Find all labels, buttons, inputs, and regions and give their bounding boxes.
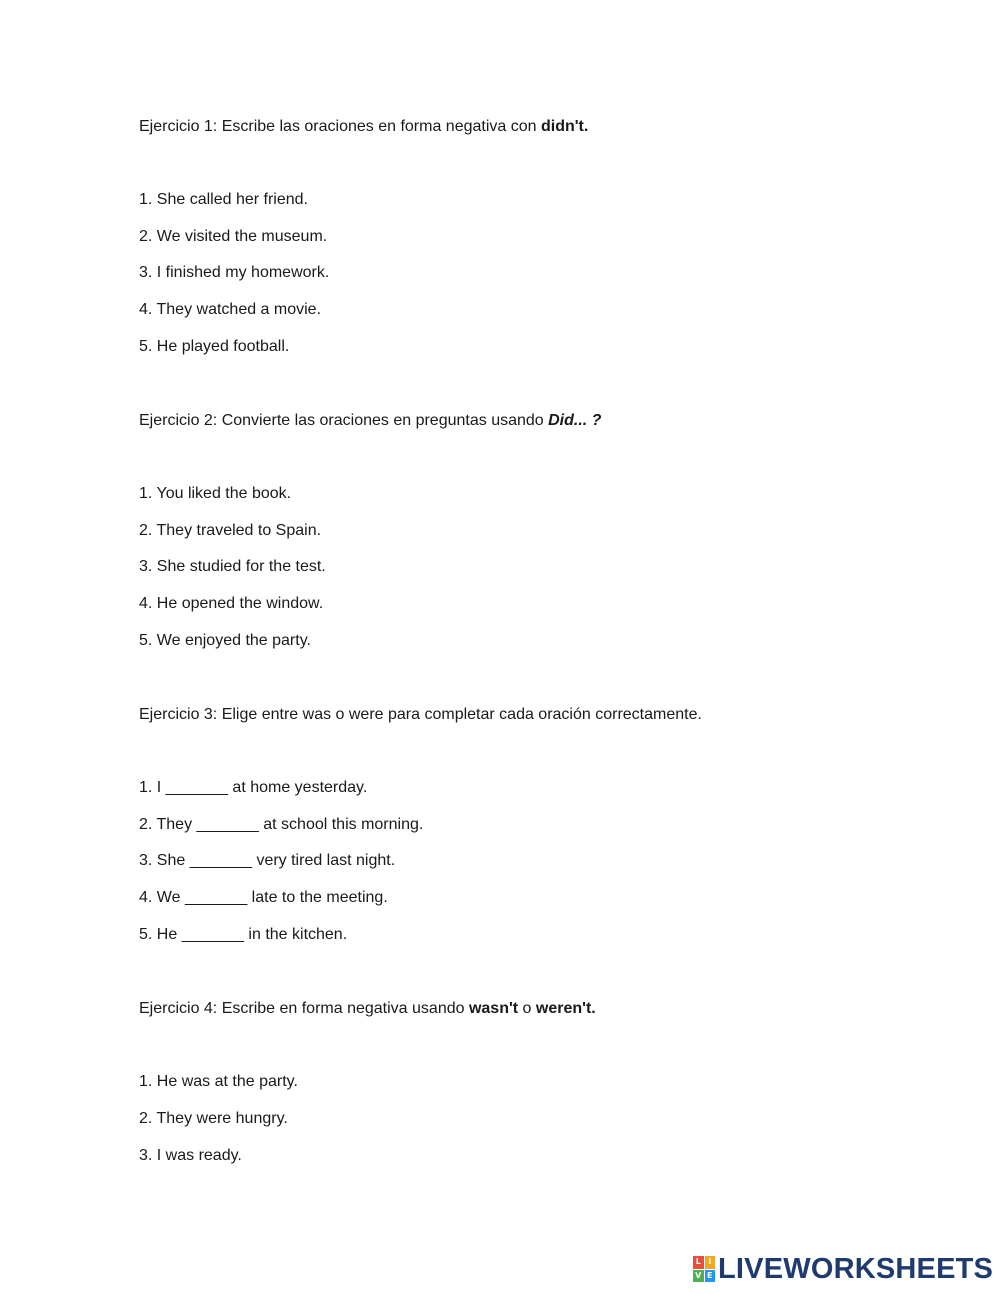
exercise-1-title — [139, 117, 588, 137]
exercise-3-item: 1. I _______ at home yesterday. — [139, 779, 368, 796]
exercise-2-title-bold-italic: Did... ? — [548, 412, 602, 429]
exercise-2-item: 5. We enjoyed the party. — [139, 632, 311, 649]
exercise-4-item: 2. They were hungry. — [139, 1110, 288, 1127]
exercise-3-item: 5. He _______ in the kitchen. — [139, 926, 348, 943]
logo-badge-letter: I — [705, 1256, 716, 1269]
exercise-3-item: 3. She _______ very tired last night. — [139, 852, 396, 869]
exercise-4-title-bold-2: weren't. — [535, 1000, 596, 1017]
logo-badge-letter: E — [705, 1270, 716, 1283]
exercise-3-item: 2. They _______ at school this morning. — [139, 816, 424, 833]
exercise-2-title-text: Ejercicio 2: Convierte las oraciones en preguntas usando — [139, 412, 549, 429]
exercise-1-item: 3. I finished my homework. — [139, 264, 330, 281]
exercise-3-item: 4. We _______ late to the meeting. — [139, 889, 388, 906]
liveworksheets-logo — [693, 1254, 993, 1284]
exercise-2-item: 3. She studied for the test. — [139, 558, 326, 575]
live-badge-icon — [693, 1256, 715, 1282]
exercise-1-item: 2. We visited the museum. — [139, 228, 328, 245]
exercise-4-title-text: Ejercicio 4: Escribe en forma negativa usando — [139, 1000, 469, 1017]
exercise-4-title-middle: o — [518, 1000, 536, 1017]
logo-badge-letter: L — [693, 1256, 704, 1269]
exercise-2-item: 1. You liked the book. — [139, 485, 292, 502]
logo-badge-letter: V — [693, 1270, 704, 1283]
exercise-2-item: 2. They traveled to Spain. — [139, 522, 322, 539]
exercise-2-item: 4. He opened the window. — [139, 595, 324, 612]
exercise-4-title — [139, 999, 596, 1019]
exercise-1-title-bold: didn't. — [540, 118, 589, 135]
exercise-2-title — [139, 411, 601, 431]
exercise-3-title: Ejercicio 3: Elige entre was o were para completar cada oración correctamente. — [139, 706, 702, 723]
exercise-4-item: 1. He was at the party. — [139, 1073, 298, 1090]
exercise-1-title-text: Ejercicio 1: Escribe las oraciones en forma negativa con — [139, 118, 541, 135]
exercise-4-title-bold-1: wasn't — [468, 1000, 519, 1017]
exercise-4-item: 3. I was ready. — [139, 1147, 242, 1164]
exercise-1-item: 5. He played football. — [139, 338, 290, 355]
logo-text: LIVEWORKSHEETS — [718, 1252, 994, 1285]
exercise-1-item: 1. She called her friend. — [139, 191, 308, 208]
exercise-1-item: 4. They watched a movie. — [139, 301, 322, 318]
